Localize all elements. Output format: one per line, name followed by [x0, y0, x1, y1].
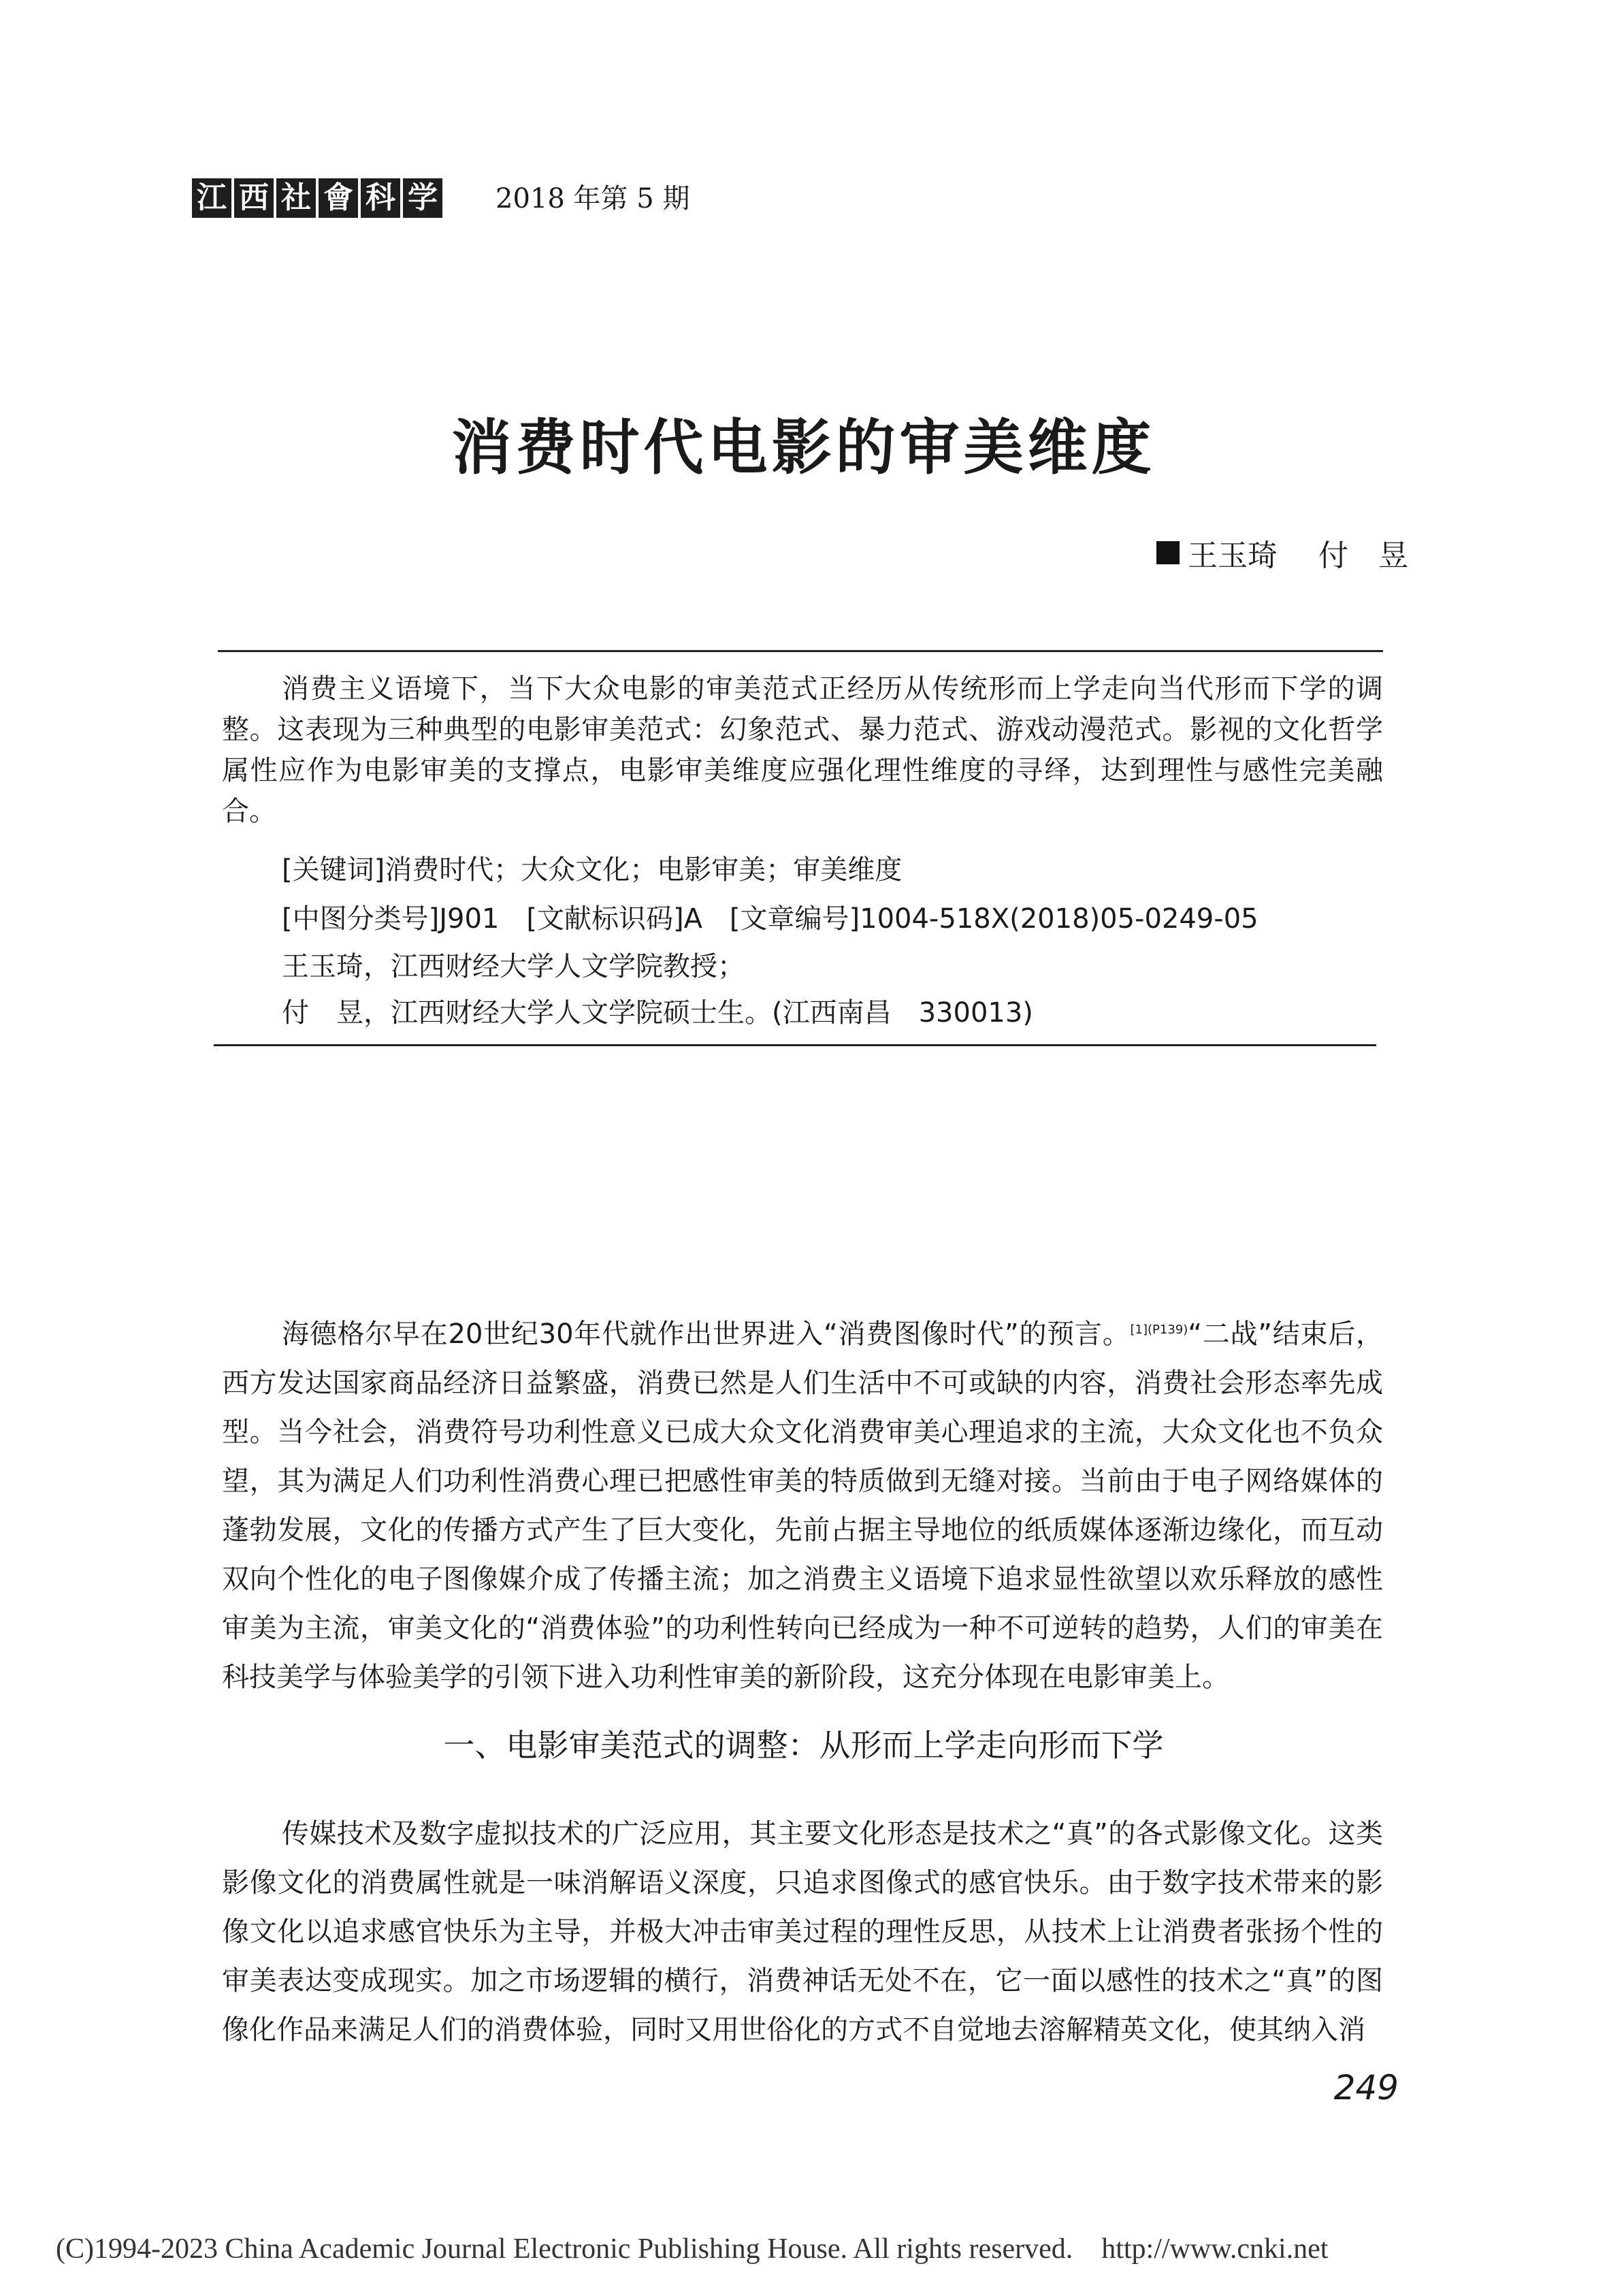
page-number: 249: [1333, 2068, 1399, 2107]
journal-logo-char: 西: [234, 178, 274, 218]
abstract-text: 消费主义语境下，当下大众电影的审美范式正经历从传统形而上学走向当代形而下学的调整。这表现为三种典型的电影审美范式：幻象范式、暴力范式、游戏动漫范式。影视的文化哲学属性应作为电影审美的支撑点，电影审美维度应强化理性维度的寻绎，达到理性与感性完美融合。: [222, 673, 1383, 827]
author-2-info: 付 昱，江西财经大学人文学院硕士生。(江西南昌 330013): [282, 997, 1033, 1029]
body-paragraph-2: 传媒技术及数字虚拟技术的广泛应用，其主要文化形态是技术之“真”的各式影像文化。这类影像文化的消费属性就是一味消解语义深度，只追求图像式的感官快乐。由于数字技术带来的影像文化以追求感官快乐为主导，并极大冲击审美过程的理性反思，从技术上让消费者张扬个性的审美表达变成现实。加之市场逻辑的横行，消费神话无处不在，它一面以感性的技术之“真”的图像化作品来满足人们的消费体验，同时又用世俗化的方式不自觉地去溶解精英文化，使其纳入消: [222, 1818, 1383, 2046]
journal-logo-char: 社: [276, 178, 316, 218]
issue-label: 2018 年第 5 期: [496, 183, 690, 214]
classification-line: [中图分类号]J901 [文献标识码]A [文章编号]1004-518X(2018)05-0249-05: [282, 903, 1259, 935]
abstract-bottom-rule: [214, 1044, 1376, 1046]
journal-logo-char: 會: [319, 178, 358, 218]
abstract-top-rule: [218, 650, 1383, 652]
author-2: 付 昱: [1318, 538, 1408, 573]
body-paragraph-1: [222, 1306, 1383, 1702]
section-heading: 一、电影审美范式的调整：从形而上学走向形而下学: [443, 1727, 1164, 1764]
journal-logo-char: 学: [403, 178, 442, 218]
author-1: 王玉琦: [1188, 538, 1278, 573]
keywords: [关键词]消费时代；大众文化；电影审美；审美维度: [282, 854, 903, 886]
copyright-footer: (C)1994-2023 China Academic Journal Electronic Publishing House. All rights reserved. http://www.cnki.net: [56, 2233, 1329, 2265]
article-title: 消费时代电影的审美维度: [451, 413, 1156, 483]
paragraph-text: 海德格尔早在20世纪30年代就作出世界进入“消费图像时代”的预言。: [282, 1319, 1131, 1350]
author-1-info: 王玉琦，江西财经大学人文学院教授；: [282, 951, 745, 982]
author-line: [1156, 531, 1408, 575]
citation-ref: [1](P139): [1130, 1323, 1188, 1337]
paragraph-text: “二战”结束后，西方发达国家商品经济日益繁盛，消费已然是人们生活中不可或缺的内容，消费社会形态率先成型。当今社会，消费符号功利性意义已成大众文化消费审美心理追求的主流，大众文化也不负众望，其为满足人们功利性消费心理已把感性审美的特质做到无缝对接。当前由于电子网络媒体的蓬勃发展，文化的传播方式产生了巨大变化，先前占据主导地位的纸质媒体逐渐边缘化，而互动双向个性化的电子图像媒介成了传播主流；加之消费主义语境下追求显性欲望以欢乐释放的感性审美为主流，审美文化的“消费体验”的功利性转向已经成为一种不可逆转的趋势，人们的审美在科技美学与体验美学的引领下进入功利性审美的新阶段，这充分体现在电影审美上。: [222, 1319, 1383, 1693]
author-marker-icon: [1156, 541, 1180, 564]
journal-logo: [192, 178, 442, 218]
journal-logo-char: 科: [361, 178, 400, 218]
journal-logo-char: 江: [192, 178, 231, 218]
